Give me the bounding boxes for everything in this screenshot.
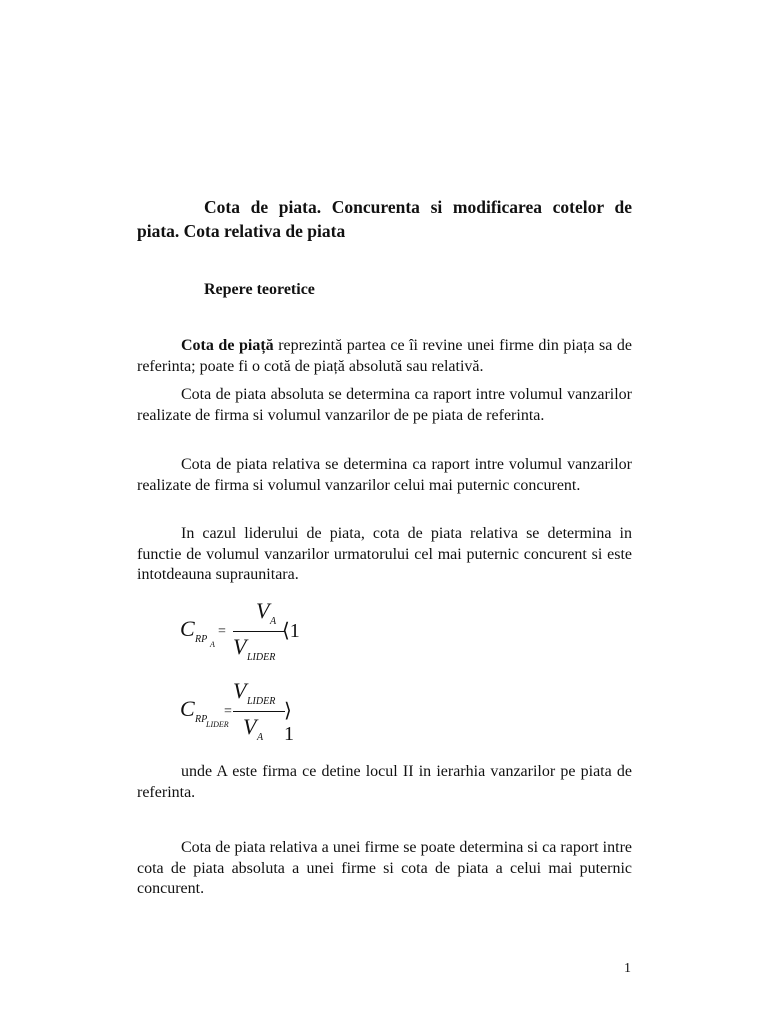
formula-numerator-sub: LIDER [247,696,276,707]
paragraph-alternative-method: Cota de piata relativa a unei firme se poate determina si ca raport intre cota de piata absoluta a unei firme si cota de piata a celui mai puternic concurent. [137,839,632,897]
formula-lhs-sub: RP [195,634,208,645]
page-number: 1 [624,961,631,976]
paragraph-where-a: unde A este firma ce detine locul II in ierarhia vanzarilor pe piata de referinta. [137,763,632,801]
formula-relative-share-a [180,598,300,668]
fraction-bar [233,711,285,712]
formula-denominator-sub: LIDER [247,652,276,663]
formula-denominator: V [243,714,257,739]
paragraph-definition [137,336,632,377]
formula-numerator: V [256,598,270,623]
formula-denominator-sub: A [257,732,264,743]
formula-relation: ⟨1 [282,620,300,642]
document-title: Cota de piata. Concurenta si modificarea cotelor de piata. Cota relativa de piata [137,197,632,241]
formula-equals: = [218,624,226,639]
formula-lhs-subsub: A [210,640,215,649]
section-heading: Repere teoretice [204,281,315,298]
paragraph-relative-share: Cota de piata relativa se determina ca raport intre volumul vanzarilor realizate de firma si volumul vanzarilor celui mai puternic concurent. [137,456,632,494]
formula-numerator: V [233,678,247,703]
fraction-bar [233,631,285,632]
formula-equals: = [224,704,232,719]
formula-lhs: C [180,616,195,641]
formula-numerator-sub: A [270,616,277,627]
formula-denominator: V [233,634,247,659]
formula-lhs: C [180,696,195,721]
paragraph-leader-case: In cazul liderului de piata, cota de piata relativa se determina in functie de volumul vanzarilor urmatorului cel mai puternic concurent si este intotdeauna supraunitara. [137,525,632,583]
formula-relation: ⟩1 [284,700,294,745]
formula-relative-share-leader [180,678,300,748]
formula-lhs-sub: RP [195,714,208,725]
bold-term: Cota de piață [181,337,274,354]
paragraph-absolute-share: Cota de piata absoluta se determina ca raport intre volumul vanzarilor realizate de firma si volumul vanzarilor de pe piata de referinta. [137,386,632,424]
formula-lhs-subsub: LIDER [206,720,229,729]
paragraph-text: reprezintă partea ce îi revine unei firme din piața sa de referinta; poate fi o cotă de piață absolută sau relativă. [137,337,633,375]
